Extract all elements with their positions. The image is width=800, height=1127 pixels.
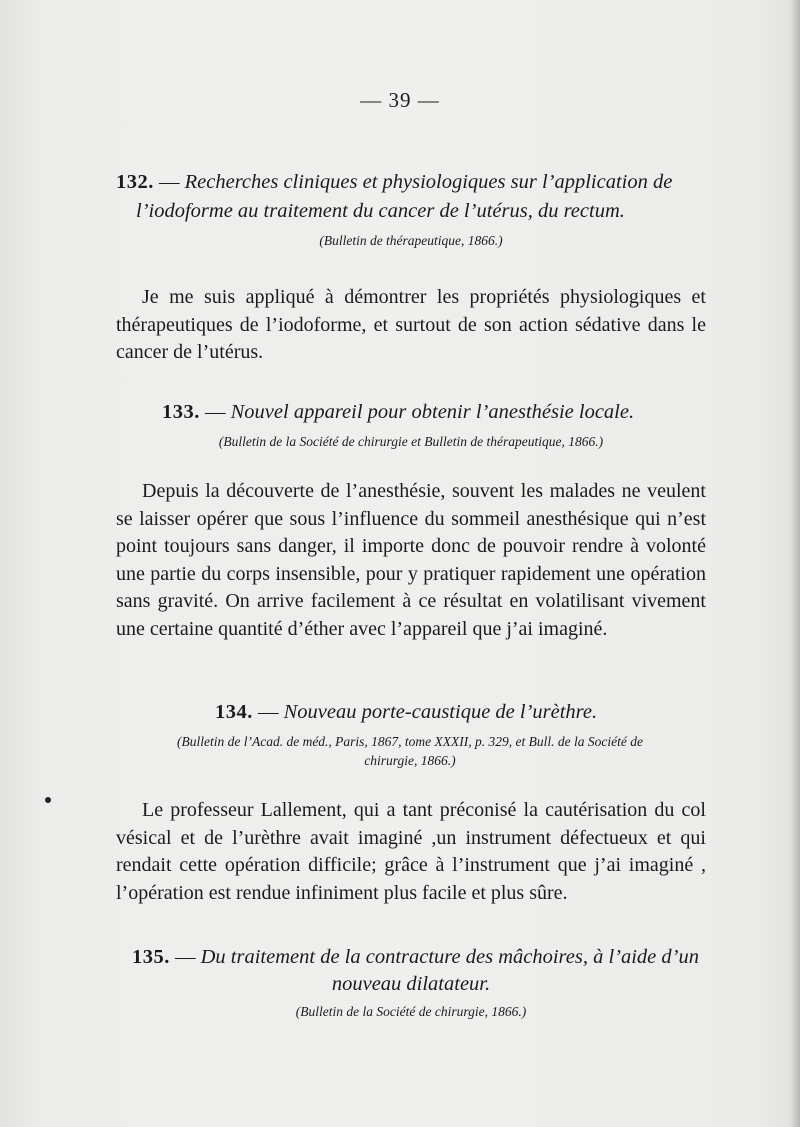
entry-135-title-cont	[116, 970, 706, 999]
entry-134-body	[116, 797, 706, 907]
entry-title-line1: Du traitement de la contracture des mâchoires, à l’aide d’un	[200, 946, 699, 968]
entry-title-line1: Nouveau porte-caustique de l’urèthre.	[283, 701, 598, 723]
entry-132-title	[116, 168, 716, 197]
entry-source: (Bulletin de l’Acad. de méd., Paris, 1867, tome XXXII, p. 329, et Bull. de la Société de	[176, 734, 643, 749]
ink-speck	[45, 797, 51, 803]
entry-dash: —	[205, 401, 226, 423]
entry-number: 132.	[116, 171, 154, 193]
page-edge-shadow	[790, 0, 800, 1127]
entry-135-title	[132, 943, 722, 972]
entry-title-line2: nouveau dilatateur.	[331, 973, 491, 995]
entry-132-source	[116, 231, 706, 251]
entry-source-line2: chirurgie, 1866.)	[364, 753, 456, 768]
entry-title-line1: Nouvel appareil pour obtenir l’anesthésie locale.	[230, 401, 635, 423]
entry-132-title-cont	[136, 197, 716, 226]
entry-title-line1: Recherches cliniques et physiologiques sur l’application de	[184, 171, 673, 193]
page-number: — 39 —	[360, 88, 440, 112]
entry-number: 133.	[162, 401, 200, 423]
entry-132-body	[116, 284, 706, 367]
entry-source: (Bulletin de thérapeutique, 1866.)	[319, 233, 503, 248]
entry-134-source	[110, 732, 710, 752]
entry-135-source	[116, 1002, 706, 1022]
entry-source: (Bulletin de la Société de chirurgie, 1866.)	[295, 1004, 527, 1019]
entry-number: 134.	[215, 701, 253, 723]
entry-source: (Bulletin de la Société de chirurgie et Bulletin de thérapeutique, 1866.)	[218, 434, 604, 449]
entry-dash: —	[175, 946, 196, 968]
entry-dash: —	[258, 701, 279, 723]
entry-number: 135.	[132, 946, 170, 968]
entry-133-body	[116, 478, 706, 644]
entry-body-paragraph: Le professeur Lallement, qui a tant préconisé la cautérisation du col vésical et de l’urèthre avait imaginé ,un instrument défectueux et qui rendait cette opération difficile; grâce à l’instrument que j’ai imaginé , l’opération est rendue infiniment plus facile et plus sûre.	[116, 799, 706, 904]
entry-body-paragraph: Je me suis appliqué à démontrer les propriétés physiologiques et thérapeutiques de l’iodoforme, et surtout de son action sédative dans le cancer de l’utérus.	[116, 286, 706, 364]
entry-134-title	[215, 698, 715, 727]
entry-133-title	[162, 398, 722, 427]
entry-134-source-cont	[110, 751, 710, 771]
entry-body-paragraph: Depuis la découverte de l’anesthésie, souvent les malades ne veulent se laisser opérer que sous l’influence du sommeil anesthésique qui n’est point toujours sans danger, il importe donc de pouvoir rendre à volonté une partie du corps insensible, pour y pratiquer rapidement une opération sans gravité. On arrive facilement à ce résultat en volatilisant vivement une certaine quantité d’éther avec l’appareil que j’ai imaginé.	[116, 480, 706, 640]
entry-dash: —	[159, 171, 180, 193]
entry-title-line2: l’iodoforme au traitement du cancer de l’utérus, du rectum.	[136, 200, 625, 222]
entry-133-source	[116, 432, 706, 452]
